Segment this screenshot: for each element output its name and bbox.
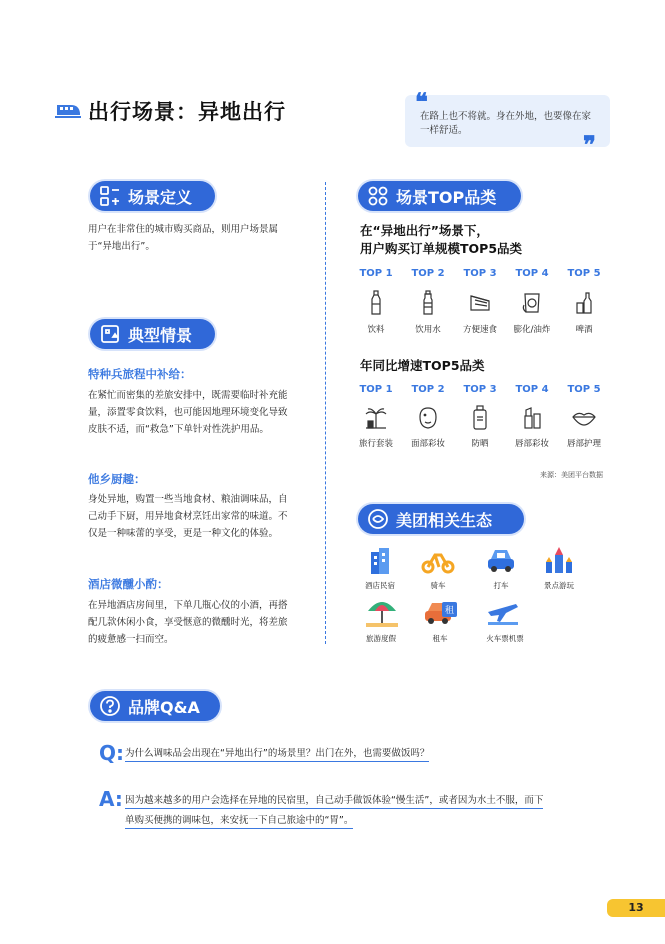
hotel-icon xyxy=(366,547,394,579)
taxi-icon xyxy=(486,547,516,579)
growth-label-row xyxy=(350,437,610,449)
rank-label: TOP 2 xyxy=(411,268,445,279)
page-number: 13 xyxy=(607,899,665,917)
ecosystem-icon xyxy=(367,508,389,530)
definition-heading: 场景定义 xyxy=(90,181,215,211)
category-label: 膨化/油炸 xyxy=(513,325,551,335)
data-source: 来源：美团平台数据 xyxy=(540,471,603,479)
a-letter: A: xyxy=(99,787,123,811)
beach-icon xyxy=(366,597,398,631)
situation-text-2: 身处异地，购置一些当地食材、粮油调味品，自己动手下厨，用异地食材烹饪出家常的味道。不仅是一种味蕾的享受，更是一种文化的体验。 xyxy=(88,494,288,539)
eco-label: 酒店民宿 xyxy=(365,581,395,590)
rank-label: TOP 5 xyxy=(567,384,601,395)
attraction-icon xyxy=(544,545,574,579)
category-label: 面部彩妆 xyxy=(410,439,445,449)
eco-label: 旅游度假 xyxy=(366,634,396,643)
situation-title-2: 他乡厨趣： xyxy=(88,472,146,486)
situation-text-1: 在紧忙而密集的差旅安排中，既需要临时补充能量，添置零食饮料，也可能因地理环境变化导致皮肤不适，而“救急”下单针对性洗护用品。 xyxy=(88,390,288,435)
q-letter: Q: xyxy=(99,741,124,765)
rank-label: TOP 3 xyxy=(463,384,497,395)
definition-icon xyxy=(99,185,121,207)
answer-line-1 xyxy=(125,792,543,809)
scale-icon-row xyxy=(350,289,610,317)
category-label: 唇部彩妆 xyxy=(514,439,549,449)
quote-box xyxy=(405,95,610,147)
qa-heading: 品牌Q&A xyxy=(90,691,220,721)
column-divider xyxy=(325,182,326,644)
growth-rank-row xyxy=(350,384,610,395)
sunscreen-icon xyxy=(454,404,506,432)
eco-label: 租车 xyxy=(432,634,448,643)
categories-icon xyxy=(367,185,389,207)
rank-label: TOP 4 xyxy=(515,268,549,279)
question-line xyxy=(125,745,429,762)
bike-icon xyxy=(421,549,455,579)
definition-text: 用户在非常住的城市购买商品，则用户场景属于“异地出行”。 xyxy=(88,224,279,252)
rank-label: TOP 4 xyxy=(515,384,549,395)
growth-icon-row xyxy=(350,404,610,432)
water-bottle-icon xyxy=(402,289,454,317)
eco-label: 景点游玩 xyxy=(544,581,574,590)
category-label: 唇部护理 xyxy=(566,439,601,449)
car-rental-icon xyxy=(424,599,458,631)
category-label: 防晒 xyxy=(471,439,489,449)
travel-kit-icon xyxy=(350,404,402,432)
situations-heading: 典型情景 xyxy=(90,319,215,349)
eco-label: 火车票机票 xyxy=(486,634,524,643)
face-makeup-icon xyxy=(402,404,454,432)
eco-label: 骑车 xyxy=(430,581,446,590)
instant-food-icon xyxy=(454,289,506,317)
scale-rank-row xyxy=(350,268,610,279)
answer-text-2: 单购买便携的调味包，来安抚一下自己旅途中的“胃”。 xyxy=(125,815,353,829)
rank-label: TOP 1 xyxy=(359,384,393,395)
rank-label: TOP 1 xyxy=(359,268,393,279)
rank-label: TOP 3 xyxy=(463,268,497,279)
category-label: 啤酒 xyxy=(575,325,593,335)
category-label: 饮料 xyxy=(367,325,385,335)
growth-title: 年同比增速TOP5品类 xyxy=(360,358,485,373)
answer-text-1: 因为越来越多的用户会选择在异地的民宿里，自己动手做饭体验“慢生活”，或者因为水土不服，而下 xyxy=(125,795,543,809)
beverage-bottle-icon xyxy=(350,289,402,317)
close-quote-icon: ❞ xyxy=(583,130,596,159)
open-quote-icon: ❝ xyxy=(415,87,428,116)
eco-label: 打车 xyxy=(493,581,509,590)
page-title: 出行场景：异地出行 xyxy=(88,100,286,124)
quote-text: 在路上也不将就。身在外地，也要像在家一样舒适。 xyxy=(420,111,592,136)
question-text: 为什么调味品会出现在“异地出行”的场景里？出门在外，也需要做饭吗？ xyxy=(125,748,429,762)
situation-title-1: 特种兵旅程中补给： xyxy=(88,367,192,381)
question-icon xyxy=(99,695,121,717)
category-label: 饮用水 xyxy=(415,325,441,335)
svg-text:租: 租 xyxy=(444,606,455,616)
situations-icon xyxy=(99,323,121,345)
plane-train-icon xyxy=(486,600,520,630)
category-label: 方便速食 xyxy=(462,325,497,335)
lipstick-icon xyxy=(506,404,558,432)
lip-care-icon xyxy=(558,404,610,432)
top-categories-heading: 场景TOP品类 xyxy=(358,181,521,211)
situation-text-3: 在异地酒店房间里，下单几瓶心仪的小酒，再搭配几款休闲小食，享受惬意的微醺时光，将差旅的疲惫感一扫而空。 xyxy=(88,600,288,645)
scale-title-line-2: 用户购买订单规模TOP5品类 xyxy=(360,241,523,256)
ecosystem-heading: 美团相关生态 xyxy=(358,504,524,534)
scale-label-row xyxy=(350,323,610,335)
snack-bag-icon xyxy=(506,289,558,317)
answer-line-2 xyxy=(125,812,353,829)
beer-icon xyxy=(558,289,610,317)
category-label: 旅行套装 xyxy=(358,439,393,449)
rank-label: TOP 5 xyxy=(567,268,601,279)
scale-title-line-1: 在“异地出行”场景下， xyxy=(360,223,489,238)
situation-title-3: 酒店微醺小酌： xyxy=(88,577,169,591)
train-icon xyxy=(55,102,81,118)
rank-label: TOP 2 xyxy=(411,384,445,395)
